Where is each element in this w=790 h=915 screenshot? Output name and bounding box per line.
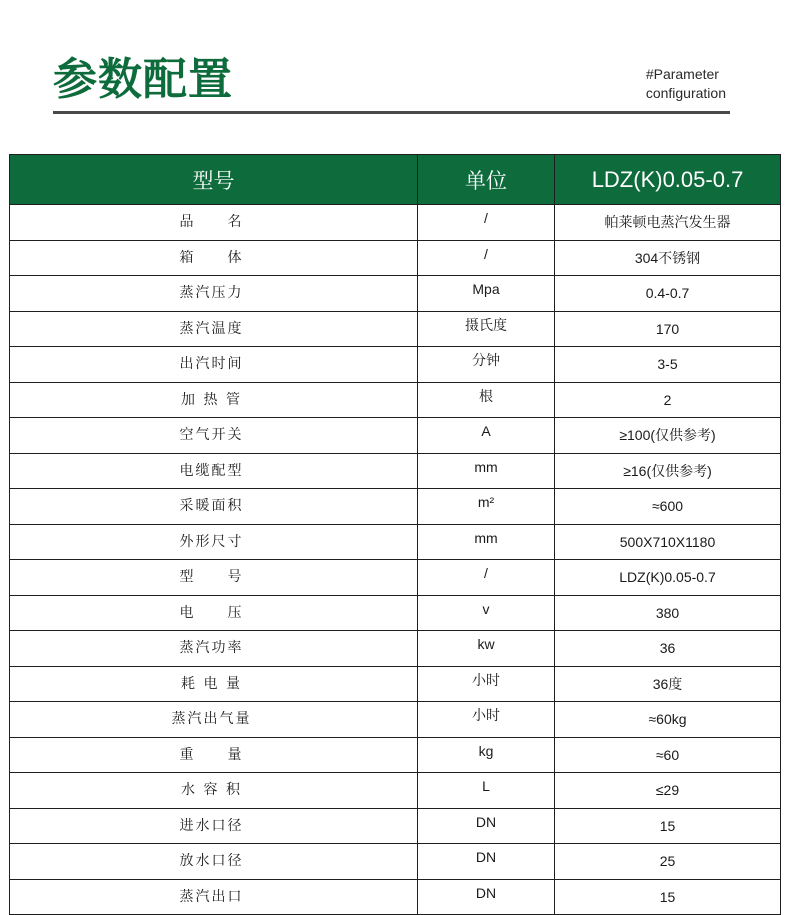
row-value-cell: LDZ(K)0.05-0.7 bbox=[555, 560, 781, 596]
page-subtitle bbox=[646, 65, 726, 103]
row-unit-cell: / bbox=[418, 240, 555, 276]
row-value-cell: ≈60kg bbox=[555, 702, 781, 738]
row-unit-cell: 小时 bbox=[418, 702, 555, 738]
table-row bbox=[10, 453, 781, 489]
table-row bbox=[10, 276, 781, 312]
row-unit-cell: 摄氏度 bbox=[418, 311, 555, 347]
row-value-cell: 170 bbox=[555, 311, 781, 347]
row-name-cell: 蒸汽出气量 bbox=[10, 702, 418, 738]
row-value-cell: 帕莱顿电蒸汽发生器 bbox=[555, 205, 781, 241]
table-row bbox=[10, 844, 781, 880]
header-divider bbox=[53, 111, 730, 114]
row-value-cell: 36度 bbox=[555, 666, 781, 702]
row-name-cell: 箱 体 bbox=[10, 240, 418, 276]
page-header bbox=[53, 52, 730, 114]
row-unit-cell: m² bbox=[418, 489, 555, 525]
table-header-row bbox=[10, 155, 781, 205]
row-unit-cell: kw bbox=[418, 631, 555, 667]
row-name-cell: 电 压 bbox=[10, 595, 418, 631]
page-title: 参数配置 bbox=[53, 54, 233, 105]
row-unit-cell: / bbox=[418, 560, 555, 596]
row-name-cell: 蒸汽压力 bbox=[10, 276, 418, 312]
row-unit-cell: DN bbox=[418, 844, 555, 880]
table-row bbox=[10, 773, 781, 809]
row-unit-cell: / bbox=[418, 205, 555, 241]
row-value-cell: ≥16(仅供参考) bbox=[555, 453, 781, 489]
row-value-cell: 15 bbox=[555, 879, 781, 915]
row-name-cell: 空气开关 bbox=[10, 418, 418, 454]
row-name-cell: 采暖面积 bbox=[10, 489, 418, 525]
column-header-model: 型号 bbox=[10, 155, 418, 205]
row-unit-cell: v bbox=[418, 595, 555, 631]
table-row bbox=[10, 702, 781, 738]
row-unit-cell: mm bbox=[418, 524, 555, 560]
row-name-cell: 重 量 bbox=[10, 737, 418, 773]
table-row bbox=[10, 595, 781, 631]
row-value-cell: ≥100(仅供参考) bbox=[555, 418, 781, 454]
parameter-table bbox=[9, 154, 781, 915]
table-body bbox=[10, 205, 781, 915]
row-name-cell: 外形尺寸 bbox=[10, 524, 418, 560]
row-unit-cell: DN bbox=[418, 808, 555, 844]
row-value-cell: ≈60 bbox=[555, 737, 781, 773]
row-value-cell: ≤29 bbox=[555, 773, 781, 809]
row-value-cell: 2 bbox=[555, 382, 781, 418]
row-name-cell: 蒸汽出口 bbox=[10, 879, 418, 915]
row-name-cell: 蒸汽温度 bbox=[10, 311, 418, 347]
row-name-cell: 蒸汽功率 bbox=[10, 631, 418, 667]
row-name-cell: 电缆配型 bbox=[10, 453, 418, 489]
table-row bbox=[10, 879, 781, 915]
subtitle-line-2: configuration bbox=[645, 85, 726, 101]
table-row bbox=[10, 560, 781, 596]
table-row bbox=[10, 808, 781, 844]
table-row bbox=[10, 524, 781, 560]
table-row bbox=[10, 418, 781, 454]
row-unit-cell: Mpa bbox=[418, 276, 555, 312]
row-unit-cell: kg bbox=[418, 737, 555, 773]
row-name-cell: 加 热 管 bbox=[10, 382, 418, 418]
row-name-cell: 耗 电 量 bbox=[10, 666, 418, 702]
row-value-cell: 36 bbox=[555, 631, 781, 667]
table-row bbox=[10, 382, 781, 418]
row-unit-cell: A bbox=[418, 418, 555, 454]
table-row bbox=[10, 205, 781, 241]
table-row bbox=[10, 311, 781, 347]
row-name-cell: 出汽时间 bbox=[10, 347, 418, 383]
row-name-cell: 水 容 积 bbox=[10, 773, 418, 809]
table-row bbox=[10, 737, 781, 773]
row-value-cell: 304不锈钢 bbox=[555, 240, 781, 276]
row-value-cell: 15 bbox=[555, 808, 781, 844]
subtitle-line-1: #Parameter bbox=[645, 66, 719, 82]
row-name-cell: 型 号 bbox=[10, 560, 418, 596]
column-header-unit: 单位 bbox=[418, 155, 555, 205]
row-unit-cell: mm bbox=[418, 453, 555, 489]
row-value-cell: 500X710X1180 bbox=[555, 524, 781, 560]
row-unit-cell: 小时 bbox=[418, 666, 555, 702]
row-name-cell: 放水口径 bbox=[10, 844, 418, 880]
row-value-cell: ≈600 bbox=[555, 489, 781, 525]
row-unit-cell: DN bbox=[418, 879, 555, 915]
row-unit-cell: 分钟 bbox=[418, 347, 555, 383]
row-value-cell: 0.4-0.7 bbox=[555, 276, 781, 312]
row-unit-cell: 根 bbox=[418, 382, 555, 418]
table-row bbox=[10, 631, 781, 667]
row-value-cell: 25 bbox=[555, 844, 781, 880]
row-value-cell: 3-5 bbox=[555, 347, 781, 383]
row-value-cell: 380 bbox=[555, 595, 781, 631]
row-unit-cell: L bbox=[418, 773, 555, 809]
row-name-cell: 进水口径 bbox=[10, 808, 418, 844]
table-row bbox=[10, 666, 781, 702]
row-name-cell: 品 名 bbox=[10, 205, 418, 241]
table-row bbox=[10, 347, 781, 383]
column-header-model-number: LDZ(K)0.05-0.7 bbox=[555, 155, 781, 205]
table-row bbox=[10, 240, 781, 276]
table-row bbox=[10, 489, 781, 525]
